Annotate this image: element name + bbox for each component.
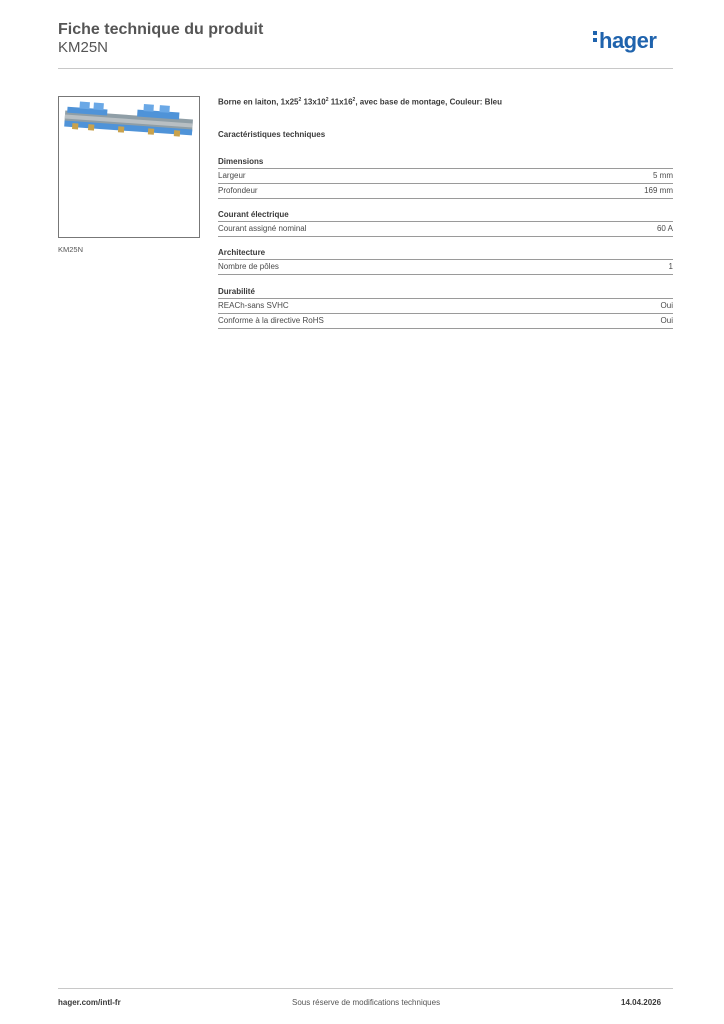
spec-label: Profondeur (218, 186, 258, 195)
spec-value: 60 A (656, 224, 673, 233)
spec-label: REACh-sans SVHC (218, 301, 289, 310)
product-image (58, 96, 200, 238)
logo-dots-icon (593, 28, 597, 45)
spec-label: Largeur (218, 171, 246, 180)
footer-date: 14.04.2026 (621, 998, 662, 1007)
spec-value: 169 mm (644, 186, 673, 195)
spec-value: Oui (660, 316, 673, 325)
hager-logo (593, 28, 656, 54)
spec-group-durabilite (218, 286, 673, 329)
spec-group-architecture (218, 247, 673, 275)
spec-value: 5 mm (653, 171, 673, 180)
image-caption: KM25N (58, 245, 84, 254)
spec-label: Conforme à la directive RoHS (218, 316, 324, 325)
description-suffix: , avec base de montage, Couleur: Bleu (355, 97, 503, 107)
spec-row (218, 260, 673, 275)
footer-disclaimer: Sous réserve de modifications techniques (292, 998, 441, 1007)
description-prefix: Borne en laiton, 1x25 (218, 97, 299, 107)
spec-group-title: Dimensions (218, 157, 264, 166)
description-part: 11x16 (328, 97, 353, 107)
footer-website-link[interactable]: hager.com/intl-fr (58, 998, 121, 1007)
spec-label: Nombre de pôles (218, 262, 279, 271)
spec-group-courant (218, 209, 673, 237)
terminal-block-icon (59, 97, 199, 237)
spec-group-title: Architecture (218, 248, 266, 257)
spec-row (218, 184, 673, 199)
spec-row (218, 169, 673, 184)
spec-value: 1 (668, 262, 673, 271)
spec-row (218, 222, 673, 237)
product-description (218, 97, 502, 107)
spec-group-dimensions (218, 156, 673, 199)
superscript: 2 (325, 97, 329, 103)
spec-value: Oui (660, 301, 673, 310)
spec-row (218, 314, 673, 329)
logo-text: hager (599, 28, 657, 53)
page-title: Fiche technique du produit (58, 21, 264, 38)
footer-divider (58, 988, 673, 989)
header-divider (58, 68, 673, 69)
section-title: Caractéristiques techniques (218, 130, 326, 139)
product-reference: KM25N (58, 39, 109, 56)
spec-row (218, 299, 673, 314)
spec-group-title: Courant électrique (218, 210, 289, 219)
superscript: 2 (352, 97, 356, 103)
spec-label: Courant assigné nominal (218, 224, 307, 233)
description-part: 13x10 (301, 97, 326, 107)
spec-group-title: Durabilité (218, 287, 255, 296)
superscript: 2 (298, 97, 302, 103)
